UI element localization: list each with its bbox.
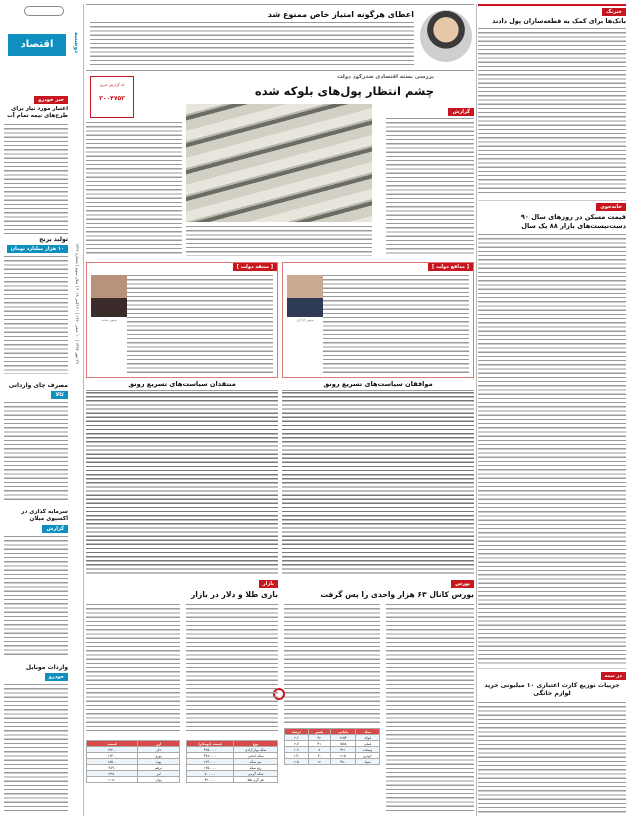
- table-cell: یوان: [138, 777, 180, 783]
- left-item-1-tag: خبر خودرو: [34, 96, 68, 104]
- table-cell: ۳۸۹۰: [87, 765, 138, 771]
- top-story-body: [90, 22, 414, 66]
- table-cell: ۴۲۰۰۰۰: [187, 777, 234, 783]
- policy-right-body: [282, 392, 474, 574]
- left-item-1-title: اعتبار مورد نیاز برای طرح‌های نیمه تمام آب: [7, 106, 68, 119]
- lead-body-right: [386, 118, 474, 256]
- news3-tag: در نیمه: [601, 672, 627, 680]
- table-cell: پوند: [138, 759, 180, 765]
- left-item-2-title: تولید برنج: [39, 236, 68, 243]
- table-cell: دلار: [138, 747, 180, 753]
- view-right-tag: [ مدافع دولت ]: [428, 263, 473, 271]
- view-right-box: [282, 262, 474, 378]
- policy-section: [86, 380, 474, 576]
- bourse-header-cell: تغییر: [308, 729, 330, 735]
- table-cell: سکه بهار آزادی: [234, 747, 278, 753]
- table-cell: ۴۱: [308, 741, 330, 747]
- table-cell: ۲۱۵: [330, 753, 355, 759]
- gold-table: [186, 740, 278, 783]
- lead-story: [86, 70, 474, 260]
- news3-title: جزییات نوزیع کارت اعتباری ۱۰ میلیونی خرید لوازم خانگی: [484, 682, 620, 697]
- news1-tag: خبرنگ: [602, 8, 626, 16]
- fx-table: [86, 740, 180, 783]
- left-item-4-title: سرمایه گذاری در اکسپوی میلان: [21, 509, 68, 522]
- left-item-2-body: [4, 256, 68, 374]
- news2-subtitle: دست‌نیست‌های بازار ۸۸ یک سال: [521, 222, 626, 230]
- left-item-4: [4, 509, 68, 659]
- table-cell: ۸: [308, 747, 330, 753]
- table-cell: شپنا: [356, 759, 380, 765]
- table-cell: ۲.۵: [285, 759, 309, 765]
- news2-tag: خانه‌جوی: [596, 203, 626, 211]
- left-item-2-tag: ۱۰ هزار میلیارد تومان: [7, 245, 68, 253]
- view-left-box: [86, 262, 278, 378]
- table-cell: ۳۲: [308, 735, 330, 741]
- table-cell: درهم: [138, 765, 180, 771]
- table-cell: ۸۰۰۰۰۰: [187, 771, 234, 777]
- left-item-1-body: [4, 124, 68, 234]
- gold-header-cell: قیمت (تومان): [187, 741, 234, 747]
- table-cell: ربع سکه: [234, 765, 278, 771]
- policy-left-title: منتقدان سیاست‌های تسریع رونق: [86, 380, 278, 391]
- bourse-table: [284, 728, 380, 765]
- table-cell: هر گرم طلا: [234, 777, 278, 783]
- table-cell: فولاد: [356, 735, 380, 741]
- left-column: [4, 4, 82, 816]
- left-item-3: [4, 382, 68, 502]
- top-story-rule: [86, 4, 474, 5]
- policy-right-title: موافقان سیاست‌های تسریع رونق: [282, 380, 474, 391]
- view-left-photo: [91, 275, 127, 317]
- table-cell: نیم سکه: [234, 759, 278, 765]
- bourse-tag: بورس: [451, 580, 474, 588]
- table-cell: -۳: [308, 753, 330, 759]
- table-cell: ۱۶۴۰۰: [87, 753, 138, 759]
- bourse-header-cell: نماد: [356, 729, 380, 735]
- money-photo: [186, 104, 372, 222]
- view-left-tag: [ منتقد دولت ]: [233, 263, 277, 271]
- table-row: [285, 759, 380, 765]
- left-item-2: [4, 236, 68, 376]
- gold-block: [86, 580, 278, 816]
- lead-badge-label: کد گزارش خبری: [99, 83, 125, 87]
- left-item-5-tag: خودرو: [45, 673, 68, 681]
- lead-report-tag: گزارش: [448, 108, 474, 116]
- lead-badge: [90, 76, 134, 118]
- column-rule-left: [83, 4, 84, 816]
- table-cell: ۴۲۱: [330, 747, 355, 753]
- gold-tag: بازار: [259, 580, 278, 588]
- table-cell: ۱۵۸۸: [330, 741, 355, 747]
- news1-title: بانک‌ها برای کمک به قطعه‌سازان پول دادند: [492, 17, 626, 25]
- lead-badge-number: ۳۰۰۴۷۵۳: [99, 95, 125, 102]
- table-cell: ۴۳۸۰۰۰۰: [187, 753, 234, 759]
- left-item-5-body: [4, 684, 68, 812]
- table-cell: ۲.۷: [285, 741, 309, 747]
- date-line: ۲۹ مهر ۱۳۹۷ | ۱۰ صفر ۱۴۴۰ | ۲۱ اکتبر ۲۰۱۸ | سال سوم | شماره ۱۳۲۴: [75, 243, 80, 364]
- bourse-body-right: [386, 604, 474, 814]
- column-rule-right: [476, 4, 477, 816]
- table-cell: ۱۴۲۰۰: [87, 747, 138, 753]
- gold-body-left: [86, 604, 180, 734]
- weekday-label: دوشنبه: [73, 32, 80, 54]
- bourse-block: [282, 580, 474, 816]
- lead-headline: چشم انتظار پول‌های بلوکه شده: [254, 84, 434, 98]
- table-cell: ۲.۶: [285, 735, 309, 741]
- view-right-caption: تصویر کارگزار: [296, 318, 314, 322]
- bourse-header-cell: درصد: [285, 729, 309, 735]
- table-cell: ۱۲: [308, 759, 330, 765]
- left-item-5: [4, 664, 68, 814]
- left-item-3-body: [4, 402, 68, 500]
- table-cell: -۱.۴: [285, 753, 309, 759]
- news1-body: [478, 28, 626, 196]
- table-row: [187, 777, 278, 783]
- lead-body-left: [86, 122, 182, 256]
- top-story: [86, 4, 474, 66]
- news-divider-1: [478, 200, 626, 201]
- table-cell: خودرو: [356, 753, 380, 759]
- table-cell: ۴۲۵۰۰۰۰: [187, 747, 234, 753]
- table-cell: ۲۴۸۰: [87, 771, 138, 777]
- table-cell: فملی: [356, 741, 380, 747]
- table-cell: ۱۲۵۴: [330, 735, 355, 741]
- gold-header-cell: نوع: [234, 741, 278, 747]
- bourse-body-left: [284, 604, 380, 724]
- section-banner: اقتصاد: [8, 34, 66, 56]
- views-section: [86, 262, 474, 378]
- table-cell: ۲۲۳۰۰۰۰: [187, 759, 234, 765]
- table-cell: ۲۰۸۰: [87, 777, 138, 783]
- policy-left-body: [86, 392, 278, 574]
- table-cell: ۱.۹: [285, 747, 309, 753]
- minister-photo: [420, 10, 472, 62]
- gold-body-right: [186, 604, 278, 734]
- table-cell: ۱۸۵۰۰: [87, 759, 138, 765]
- left-item-5-title: واردات موبایل: [25, 664, 68, 671]
- view-left-body: [127, 275, 273, 375]
- news-divider-2: [478, 668, 626, 669]
- lead-kicker: بررسی بسته اقتصادی ضدرکود دولت: [337, 74, 434, 80]
- right-top-rule: [478, 4, 626, 6]
- table-cell: سکه امامی: [234, 753, 278, 759]
- bourse-header-cell: پایانی: [330, 729, 355, 735]
- view-left-caption: تصویر محمد: [101, 318, 117, 322]
- masthead-logo: [24, 6, 64, 16]
- gold-title: بازی طلا و دلار در بازار: [190, 590, 278, 599]
- table-row: [87, 777, 180, 783]
- table-cell: ۴۸۰: [330, 759, 355, 765]
- view-right-photo: [287, 275, 323, 317]
- fx-header-cell: ارز: [138, 741, 180, 747]
- left-item-4-body: [4, 536, 68, 656]
- table-cell: سکه گرمی: [234, 771, 278, 777]
- news2-body: [478, 234, 626, 664]
- top-story-headline: اعطای هرگونه امتیاز خاص ممنوع شد: [267, 10, 414, 19]
- table-cell: یورو: [138, 753, 180, 759]
- fx-header-cell: قیمت: [87, 741, 138, 747]
- bourse-title: بورس کانال ۶۳ هزار واحدی را پس گرفت: [320, 590, 474, 599]
- market-section: [86, 580, 474, 816]
- left-item-3-title: مصرف چای وارداتی: [8, 382, 68, 389]
- table-cell: لیر: [138, 771, 180, 777]
- table-cell: وبملت: [356, 747, 380, 753]
- right-column: [478, 4, 626, 816]
- left-item-3-tag: کالا: [51, 391, 68, 399]
- view-right-body: [323, 275, 469, 375]
- news3-body: [478, 702, 626, 814]
- left-item-4-tag: گزارش: [42, 525, 68, 533]
- news2-title: قیمت مسکن در روزهای سال ۹۰: [520, 213, 626, 221]
- lead-top-rule: [86, 70, 474, 71]
- table-cell: ۱۳۵۰۰۰۰: [187, 765, 234, 771]
- lead-body-center: [186, 226, 372, 256]
- left-item-1: [4, 96, 68, 236]
